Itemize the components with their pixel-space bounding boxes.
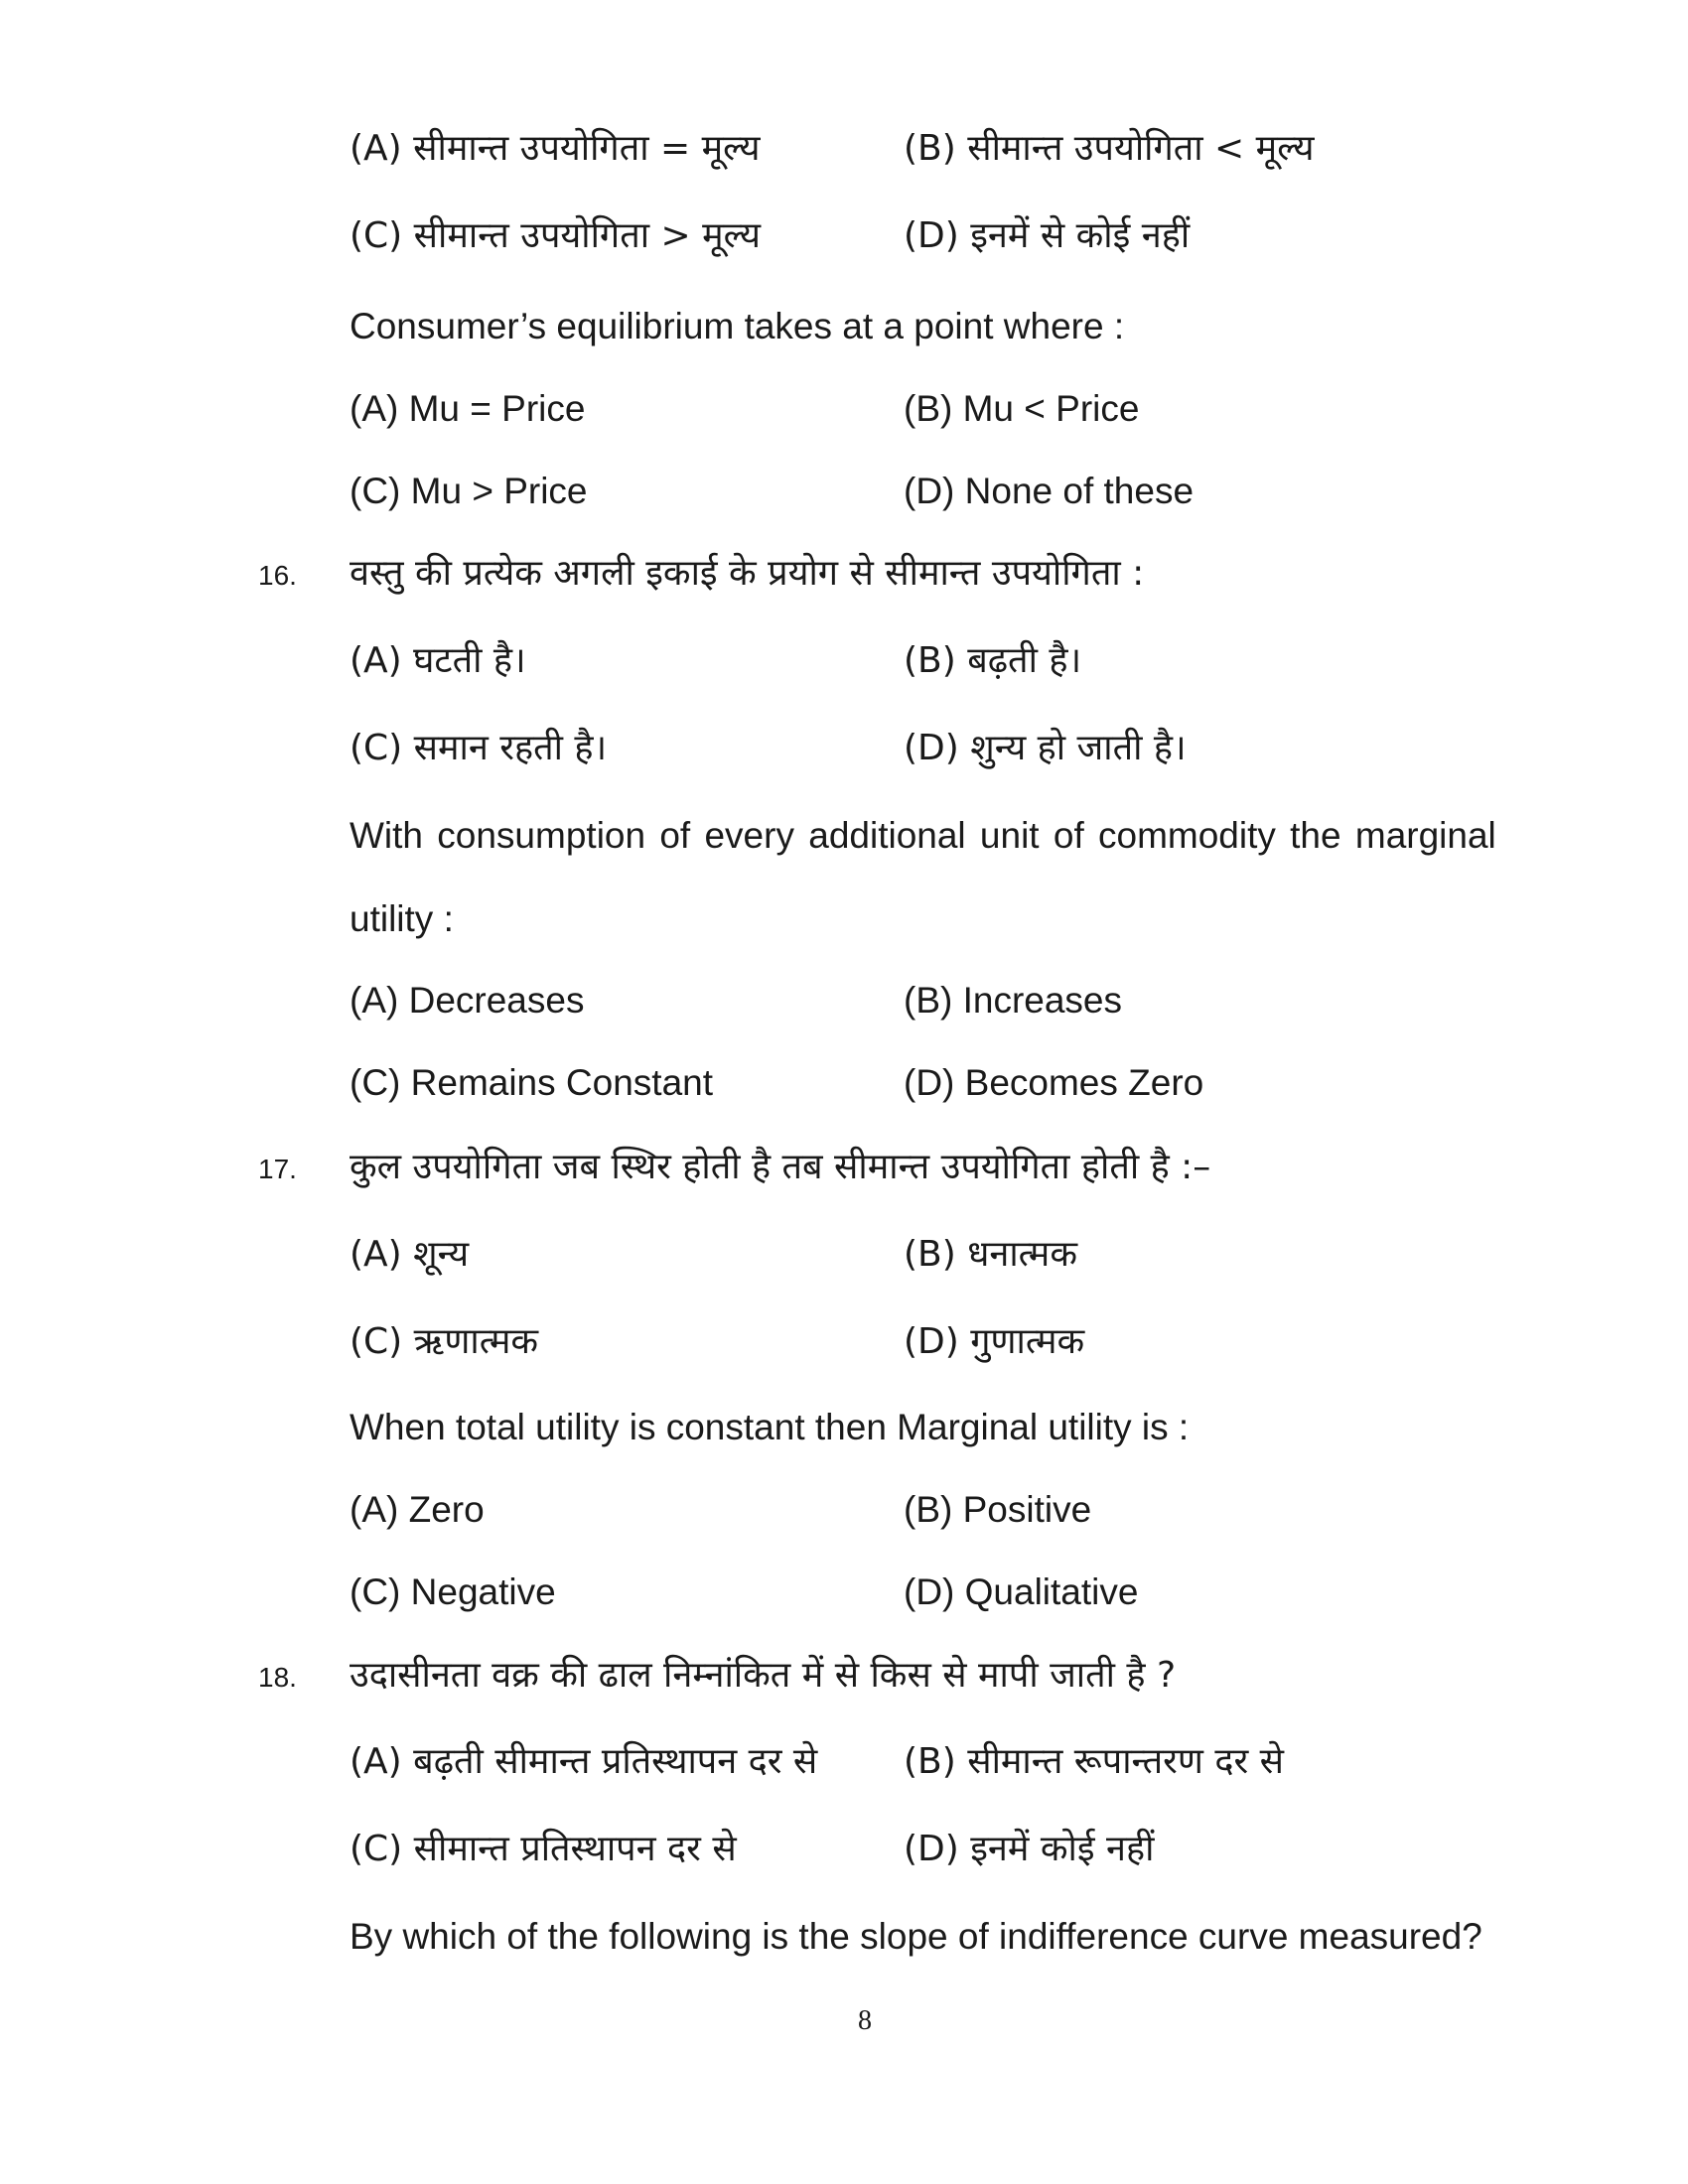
q17-hindi-option-d: (D) गुणात्मक [904, 1321, 1085, 1362]
q16-hindi-option-c: (C) समान रहती है। [350, 728, 608, 768]
q15-english-question: Consumer’s equilibrium takes at a point where : [350, 306, 1125, 346]
q16-english-question-line1: With consumption of every additional unit of commodity the marginal [350, 815, 1496, 856]
q17-number: 17. [258, 1154, 297, 1184]
q16-english-option-d: (D) Becomes Zero [904, 1062, 1204, 1103]
q18-hindi-question: उदासीनता वक्र की ढाल निम्नांकित में से किस से मापी जाती है ? [350, 1655, 1177, 1696]
q15-english-option-c: (C) Mu > Price [350, 471, 588, 511]
q18-hindi-option-c: (C) सीमान्त प्रतिस्थापन दर से [350, 1829, 737, 1869]
q16-english-question-line2: utility : [350, 898, 454, 939]
q15-hindi-option-b: (B) सीमान्त उपयोगिता < मूल्य [904, 128, 1315, 169]
q17-english-option-d: (D) Qualitative [904, 1571, 1139, 1612]
q18-number: 18. [258, 1662, 297, 1693]
page-number: 8 [858, 2005, 872, 2036]
q15-hindi-option-d: (D) इनमें से कोई नहीं [904, 215, 1191, 256]
q16-hindi-option-b: (B) बढ़ती है। [904, 640, 1082, 681]
q17-hindi-option-a: (A) शून्य [350, 1234, 470, 1275]
q17-hindi-option-c: (C) ऋणात्मक [350, 1321, 539, 1362]
q17-hindi-question: कुल उपयोगिता जब स्थिर होती है तब सीमान्त उपयोगिता होती है :– [350, 1147, 1211, 1187]
q17-english-option-c: (C) Negative [350, 1571, 556, 1612]
q18-hindi-option-a: (A) बढ़ती सीमान्त प्रतिस्थापन दर से [350, 1741, 818, 1782]
q18-english-question: By which of the following is the slope of indifference curve measured? [350, 1916, 1482, 1957]
q17-hindi-option-b: (B) धनात्मक [904, 1234, 1077, 1275]
q18-hindi-option-b: (B) सीमान्त रूपान्तरण दर से [904, 1741, 1284, 1782]
q16-hindi-option-d: (D) शुन्य हो जाती है। [904, 728, 1187, 768]
q16-english-option-b: (B) Increases [904, 980, 1123, 1021]
q16-number: 16. [258, 560, 297, 591]
q16-english-option-a: (A) Decreases [350, 980, 585, 1021]
q17-english-option-a: (A) Zero [350, 1489, 485, 1530]
q16-hindi-question: वस्तु की प्रत्येक अगली इकाई के प्रयोग से सीमान्त उपयोगिता : [350, 553, 1145, 594]
q18-hindi-option-d: (D) इनमें कोई नहीं [904, 1829, 1155, 1869]
q17-english-question: When total utility is constant then Marginal utility is : [350, 1407, 1190, 1447]
q17-english-option-b: (B) Positive [904, 1489, 1092, 1530]
q15-hindi-option-c: (C) सीमान्त उपयोगिता > मूल्य [350, 215, 761, 256]
q15-english-option-d: (D) None of these [904, 471, 1195, 511]
q15-hindi-option-a: (A) सीमान्त उपयोगिता = मूल्य [350, 128, 761, 169]
q15-english-option-a: (A) Mu = Price [350, 388, 586, 429]
q16-english-option-c: (C) Remains Constant [350, 1062, 714, 1103]
q16-hindi-option-a: (A) घटती है। [350, 640, 526, 681]
q15-english-option-b: (B) Mu < Price [904, 388, 1140, 429]
